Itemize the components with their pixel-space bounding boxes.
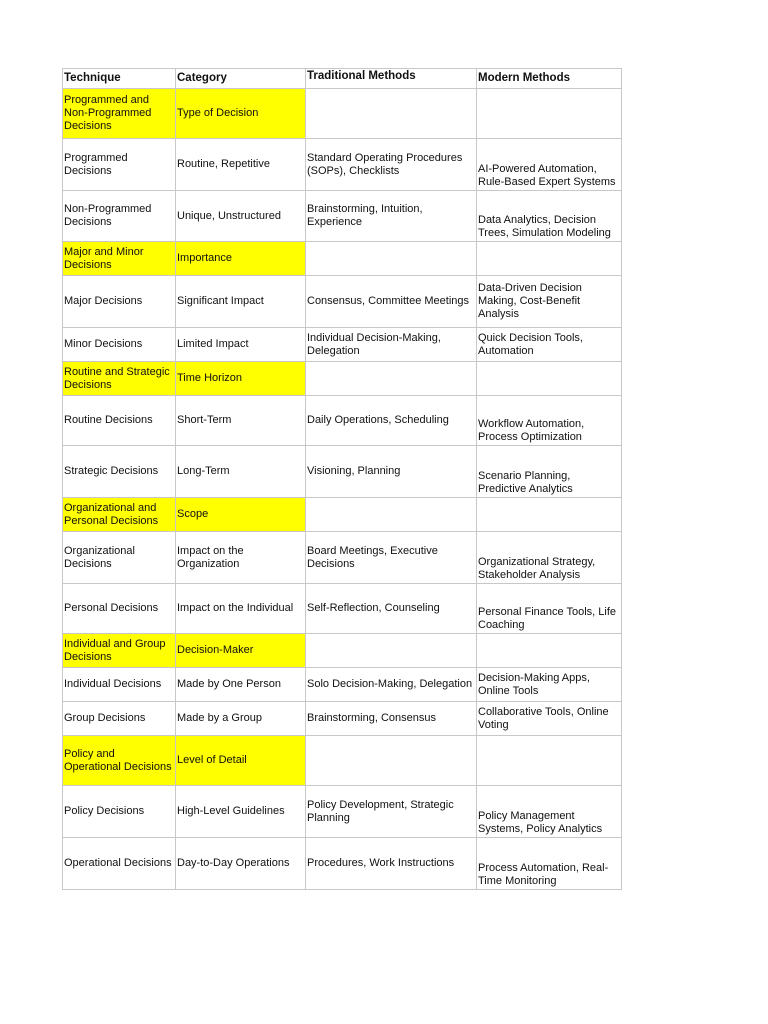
technique-cell: Organizational and Personal Decisions — [63, 498, 176, 532]
table-row — [63, 838, 622, 890]
category-cell: Scope — [176, 498, 306, 532]
category-cell: Long-Term — [176, 446, 306, 498]
modern-methods-cell: Scenario Planning, Predictive Analytics — [477, 446, 622, 498]
category-cell: Impact on the Organization — [176, 532, 306, 584]
table-body — [63, 69, 622, 890]
modern-methods-cell — [477, 362, 622, 396]
traditional-methods-cell: Policy Development, Strategic Planning — [306, 786, 477, 838]
modern-methods-cell: Personal Finance Tools, Life Coaching — [477, 584, 622, 634]
modern-methods-cell — [477, 736, 622, 786]
table-row — [63, 139, 622, 191]
technique-cell: Individual and Group Decisions — [63, 634, 176, 668]
column-header-category: Category — [176, 69, 306, 89]
table-row-group — [63, 736, 622, 786]
table-row — [63, 532, 622, 584]
traditional-methods-cell: Daily Operations, Scheduling — [306, 396, 477, 446]
category-cell: Limited Impact — [176, 328, 306, 362]
technique-cell: Organizational Decisions — [63, 532, 176, 584]
column-header-modern-methods: Modern Methods — [477, 69, 622, 89]
category-cell: Time Horizon — [176, 362, 306, 396]
traditional-methods-cell: Procedures, Work Instructions — [306, 838, 477, 890]
table-row-group — [63, 362, 622, 396]
technique-cell: Routine and Strategic Decisions — [63, 362, 176, 396]
technique-cell: Group Decisions — [63, 702, 176, 736]
modern-methods-cell: Collaborative Tools, Online Voting — [477, 702, 622, 736]
technique-cell: Personal Decisions — [63, 584, 176, 634]
technique-cell: Operational Decisions — [63, 838, 176, 890]
traditional-methods-cell: Standard Operating Procedures (SOPs), Checklists — [306, 139, 477, 191]
modern-methods-cell: Decision-Making Apps, Online Tools — [477, 668, 622, 702]
category-cell: Level of Detail — [176, 736, 306, 786]
technique-cell: Programmed and Non-Programmed Decisions — [63, 89, 176, 139]
table-row-group — [63, 242, 622, 276]
category-cell: Short-Term — [176, 396, 306, 446]
technique-cell: Minor Decisions — [63, 328, 176, 362]
table-row — [63, 328, 622, 362]
table-row — [63, 276, 622, 328]
category-cell: Decision-Maker — [176, 634, 306, 668]
traditional-methods-cell: Consensus, Committee Meetings — [306, 276, 477, 328]
table-row — [63, 668, 622, 702]
column-header-traditional-methods: Traditional Methods — [306, 69, 477, 89]
traditional-methods-cell: Self-Reflection, Counseling — [306, 584, 477, 634]
category-cell: Importance — [176, 242, 306, 276]
traditional-methods-cell: Brainstorming, Intuition, Experience — [306, 191, 477, 242]
modern-methods-cell: Policy Management Systems, Policy Analytics — [477, 786, 622, 838]
category-cell: Type of Decision — [176, 89, 306, 139]
table-row — [63, 396, 622, 446]
modern-methods-cell: Quick Decision Tools, Automation — [477, 328, 622, 362]
traditional-methods-cell: Solo Decision-Making, Delegation — [306, 668, 477, 702]
category-cell: Routine, Repetitive — [176, 139, 306, 191]
technique-cell: Strategic Decisions — [63, 446, 176, 498]
table-row — [63, 446, 622, 498]
traditional-methods-cell — [306, 498, 477, 532]
traditional-methods-cell — [306, 634, 477, 668]
technique-cell: Major and Minor Decisions — [63, 242, 176, 276]
traditional-methods-cell — [306, 242, 477, 276]
table-row — [63, 702, 622, 736]
modern-methods-cell — [477, 498, 622, 532]
modern-methods-cell: Organizational Strategy, Stakeholder Analysis — [477, 532, 622, 584]
traditional-methods-cell: Brainstorming, Consensus — [306, 702, 477, 736]
table-row-group — [63, 89, 622, 139]
table-row — [63, 584, 622, 634]
category-cell: Impact on the Individual — [176, 584, 306, 634]
traditional-methods-cell: Visioning, Planning — [306, 446, 477, 498]
category-cell: Made by a Group — [176, 702, 306, 736]
modern-methods-cell: AI-Powered Automation, Rule-Based Expert Systems — [477, 139, 622, 191]
decision-techniques-table — [62, 68, 622, 890]
technique-cell: Programmed Decisions — [63, 139, 176, 191]
category-cell: Significant Impact — [176, 276, 306, 328]
category-cell: Day-to-Day Operations — [176, 838, 306, 890]
category-cell: High-Level Guidelines — [176, 786, 306, 838]
column-header-technique: Technique — [63, 69, 176, 89]
technique-cell: Major Decisions — [63, 276, 176, 328]
technique-cell: Policy and Operational Decisions — [63, 736, 176, 786]
technique-cell: Individual Decisions — [63, 668, 176, 702]
modern-methods-cell — [477, 242, 622, 276]
modern-methods-cell: Data Analytics, Decision Trees, Simulation Modeling — [477, 191, 622, 242]
modern-methods-cell: Process Automation, Real-Time Monitoring — [477, 838, 622, 890]
table-row — [63, 786, 622, 838]
technique-cell: Routine Decisions — [63, 396, 176, 446]
traditional-methods-cell — [306, 736, 477, 786]
technique-cell: Policy Decisions — [63, 786, 176, 838]
category-cell: Unique, Unstructured — [176, 191, 306, 242]
traditional-methods-cell: Board Meetings, Executive Decisions — [306, 532, 477, 584]
table-row-group — [63, 634, 622, 668]
traditional-methods-cell — [306, 362, 477, 396]
traditional-methods-cell: Individual Decision-Making, Delegation — [306, 328, 477, 362]
table-row-group — [63, 498, 622, 532]
modern-methods-cell: Data-Driven Decision Making, Cost-Benefit Analysis — [477, 276, 622, 328]
technique-cell: Non-Programmed Decisions — [63, 191, 176, 242]
modern-methods-cell: Workflow Automation, Process Optimization — [477, 396, 622, 446]
table-header-row — [63, 69, 622, 89]
category-cell: Made by One Person — [176, 668, 306, 702]
modern-methods-cell — [477, 89, 622, 139]
modern-methods-cell — [477, 634, 622, 668]
traditional-methods-cell — [306, 89, 477, 139]
table-row — [63, 191, 622, 242]
